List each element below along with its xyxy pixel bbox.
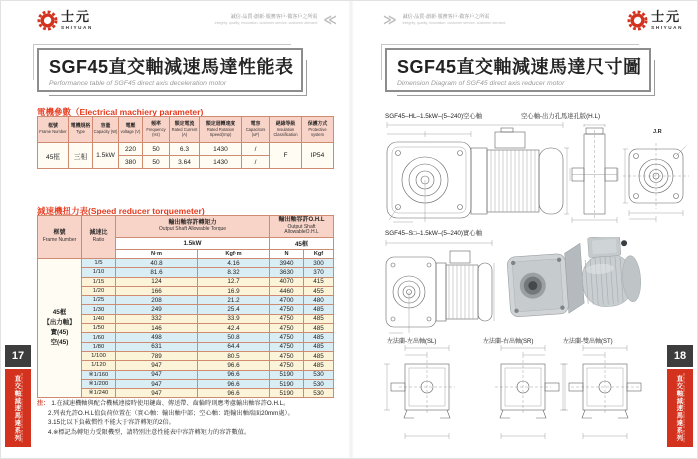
torque-cell-kgf: 485 bbox=[304, 351, 334, 360]
torque-cell-kgf: 480 bbox=[304, 296, 334, 305]
col-frame: 框號 Frame Number bbox=[38, 117, 69, 143]
torque-cell-nm: 498 bbox=[116, 333, 198, 342]
torque-frame-cell: 45框 【出力軸】 實(45) 空(45) bbox=[38, 259, 82, 398]
torque-cell-nm: 208 bbox=[116, 296, 198, 305]
cell-speed: 1430 bbox=[200, 156, 242, 169]
torque-cell-ratio: 1/100 bbox=[82, 351, 116, 360]
torque-cell-nm: 249 bbox=[116, 305, 198, 314]
table-row bbox=[38, 286, 334, 295]
brand-name: 士元 bbox=[61, 9, 92, 24]
left-page-title-box bbox=[37, 48, 303, 92]
torque-cell-nm: 124 bbox=[116, 277, 198, 286]
torque-cell-ratio: ※1/200 bbox=[82, 379, 116, 388]
torque-cell-ratio: ※1/240 bbox=[82, 389, 116, 398]
torque-cell-nm: 947 bbox=[116, 370, 198, 379]
torque-cell-kgf: 485 bbox=[304, 324, 334, 333]
torque-table bbox=[37, 215, 334, 398]
torque-cell-kgfm: 96.6 bbox=[198, 379, 270, 388]
torque-cell-kgf: 530 bbox=[304, 379, 334, 388]
col-ratio: 減速比 Ratio bbox=[82, 216, 116, 259]
torque-cell-ratio: 1/40 bbox=[82, 314, 116, 323]
torque-cell-kgf: 455 bbox=[304, 286, 334, 295]
torque-cell-n: 4700 bbox=[270, 296, 304, 305]
torque-cell-nm: 146 bbox=[116, 324, 198, 333]
note-line-1: 1.在減速機軸與配合機械連接時使用鏈齒、傳送帶、齒輪時則應考慮輸出軸容許O.H.L。 bbox=[51, 400, 290, 407]
torque-cell-kgf: 300 bbox=[304, 259, 334, 268]
torque-cell-kgf: 530 bbox=[304, 370, 334, 379]
cell-capacitor: / bbox=[242, 143, 270, 156]
torque-cell-kgf: 485 bbox=[304, 361, 334, 370]
cell-current: 3.64 bbox=[170, 156, 200, 169]
right-page-header bbox=[383, 10, 683, 31]
cell-current: 6.3 bbox=[170, 143, 200, 156]
col-allowable-torque: 輸出軸容許轉矩力 Output Shaft Allowable Torque bbox=[116, 216, 270, 238]
table-row bbox=[38, 389, 334, 398]
torque-cell-ratio: 1/30 bbox=[82, 305, 116, 314]
col-insulation: 絕緣等級 Insulation Classification bbox=[270, 117, 302, 143]
right-page-title-box bbox=[385, 48, 651, 92]
torque-cell-ratio: 1/5 bbox=[82, 259, 116, 268]
unit-nm: N·m bbox=[116, 250, 198, 259]
brand-name-en: SHIYUAN bbox=[61, 25, 93, 31]
subcol-power: 1.5kW bbox=[116, 238, 270, 250]
flange-sr-label: 左法蘭-右出軸(SR) bbox=[483, 339, 534, 345]
unit-kgf: Kgf bbox=[304, 250, 334, 259]
cell-frequency: 50 bbox=[143, 143, 170, 156]
torque-cell-nm: 81.6 bbox=[116, 268, 198, 277]
torque-cell-ratio: 1/10 bbox=[82, 268, 116, 277]
cell-frequency: 50 bbox=[143, 156, 170, 169]
torque-cell-kgf: 370 bbox=[304, 268, 334, 277]
hollow-shaft-model-label: SGF45–HL–1.5kW–(5–240)空心軸 bbox=[385, 113, 482, 120]
side-tab-left bbox=[5, 369, 31, 447]
torque-cell-kgfm: 42.4 bbox=[198, 324, 270, 333]
col-capacity: 容量 Capacity (W) bbox=[93, 117, 119, 143]
torque-cell-kgfm: 25.4 bbox=[198, 305, 270, 314]
page-title: SGF45直交軸減速馬達性能表 bbox=[49, 57, 294, 77]
torque-cell-kgf: 485 bbox=[304, 333, 334, 342]
torque-cell-kgfm: 4.16 bbox=[198, 259, 270, 268]
subcol-frame: 45框 bbox=[270, 238, 334, 250]
torque-cell-kgf: 415 bbox=[304, 277, 334, 286]
torque-cell-kgfm: 64.4 bbox=[198, 342, 270, 351]
torque-cell-ratio: 1/25 bbox=[82, 296, 116, 305]
hollow-shaft-front-drawing bbox=[383, 122, 569, 225]
table-row bbox=[38, 314, 334, 323]
col-rated-current: 額定電流 Rated Current (A) bbox=[170, 117, 200, 143]
torque-cell-n: 4750 bbox=[270, 324, 304, 333]
notes-label: 注： bbox=[37, 400, 50, 407]
torque-cell-kgfm: 8.32 bbox=[198, 268, 270, 277]
cell-capacity: 1.5kW bbox=[93, 143, 119, 169]
table-row bbox=[38, 305, 334, 314]
table-row bbox=[38, 296, 334, 305]
table-row bbox=[38, 268, 334, 277]
note-line-3: 3.15比以下負載慣性不能大于容許轉矩的2倍。 bbox=[48, 419, 175, 427]
torque-cell-ratio: 1/120 bbox=[82, 361, 116, 370]
torque-cell-n: 4460 bbox=[270, 286, 304, 295]
torque-cell-ratio: 1/80 bbox=[82, 342, 116, 351]
cell-capacitor: / bbox=[242, 156, 270, 169]
gearmotor-photo bbox=[501, 237, 651, 335]
cell-voltage: 380 bbox=[119, 156, 143, 169]
page-title: SGF45直交軸減速馬達尺寸圖 bbox=[397, 57, 642, 77]
col-allowable-ohl: 輸出軸容許O.H.L Output Shaft AllowableO.H.L bbox=[270, 216, 334, 238]
torque-cell-nm: 947 bbox=[116, 379, 198, 388]
note-line-4: 4.※標記為轉矩力受限機型，請特別注意性能表中容許轉矩力的容許數值。 bbox=[48, 428, 251, 436]
page-number-right: 18 bbox=[667, 345, 693, 367]
torque-cell-kgf: 485 bbox=[304, 314, 334, 323]
solid-shaft-model-label: SGF45–S□–1.5kW–(5–240)實心軸 bbox=[385, 230, 482, 237]
flange-st-drawing bbox=[561, 344, 649, 444]
torque-section-title: 減速機扭力表(Speed reducer torquemeter) bbox=[37, 206, 205, 216]
col-protection: 保護方式 Protective system bbox=[302, 117, 334, 143]
brand-logo bbox=[37, 10, 93, 31]
torque-cell-kgfm: 80.5 bbox=[198, 351, 270, 360]
table-row bbox=[38, 342, 334, 351]
cell-voltage: 220 bbox=[119, 143, 143, 156]
page-fold-divider bbox=[348, 1, 354, 458]
torque-cell-nm: 166 bbox=[116, 286, 198, 295]
page-subtitle: Performance table of SGF45 direct axis deceleration motor bbox=[49, 80, 227, 87]
flange-j-view-drawing bbox=[623, 137, 689, 223]
table-row bbox=[38, 143, 334, 156]
torque-cell-ratio: 1/15 bbox=[82, 277, 116, 286]
torque-cell-n: 4750 bbox=[270, 342, 304, 351]
side-tab-right bbox=[667, 369, 693, 447]
torque-cell-n: 5190 bbox=[270, 389, 304, 398]
left-page-header bbox=[37, 10, 337, 31]
torque-cell-kgfm: 21.2 bbox=[198, 296, 270, 305]
cell-type: 三相 bbox=[69, 143, 93, 169]
torque-cell-nm: 40.8 bbox=[116, 259, 198, 268]
torque-cell-n: 4750 bbox=[270, 361, 304, 370]
flange-sl-label: 左法蘭-左出軸(SL) bbox=[387, 339, 437, 345]
table-row bbox=[38, 361, 334, 370]
torque-cell-n: 5190 bbox=[270, 370, 304, 379]
cell-protection: IP54 bbox=[302, 143, 334, 169]
col-type: 電機規格 Type bbox=[69, 117, 93, 143]
side-tab-left-label-en: RIGHT ANGLE SHAFT REDUCER MOTOR bbox=[20, 373, 25, 443]
flange-sr-drawing bbox=[479, 344, 567, 444]
torque-cell-n: 4750 bbox=[270, 314, 304, 323]
cell-speed: 1430 bbox=[200, 143, 242, 156]
torque-cell-kgfm: 16.9 bbox=[198, 286, 270, 295]
torque-cell-n: 4750 bbox=[270, 333, 304, 342]
table-row bbox=[38, 351, 334, 360]
torque-cell-nm: 631 bbox=[116, 342, 198, 351]
torque-cell-kgfm: 50.8 bbox=[198, 333, 270, 342]
hollow-shaft-view-label: 空心軸-出力孔馬達孔版(H.L) bbox=[521, 113, 601, 120]
torque-cell-nm: 947 bbox=[116, 361, 198, 370]
note-line-2: 2.列表允許O.H.L值負荷位置在（實心軸：輸出軸中部；空心軸：距輸出軸端面20mm處）。 bbox=[48, 409, 294, 417]
brand-name: 士元 bbox=[651, 9, 682, 24]
table-row bbox=[38, 324, 334, 333]
electrical-table bbox=[37, 116, 334, 169]
footnotes bbox=[37, 399, 343, 437]
table-row bbox=[38, 333, 334, 342]
solid-shaft-front-drawing bbox=[383, 239, 495, 335]
table-row bbox=[38, 259, 334, 268]
torque-cell-kgfm: 96.6 bbox=[198, 389, 270, 398]
torque-cell-ratio: 1/50 bbox=[82, 324, 116, 333]
col-frame-number: 框號 Frame Number bbox=[38, 216, 82, 259]
torque-cell-nm: 789 bbox=[116, 351, 198, 360]
col-frequency: 頻率 Frequency (Hz) bbox=[143, 117, 170, 143]
page-subtitle: Dimension Diagram of SGF45 direct axis reducer motor bbox=[397, 80, 565, 87]
torque-cell-ratio: ※1/160 bbox=[82, 370, 116, 379]
double-chevron-right-icon: ≫ bbox=[383, 12, 397, 27]
double-chevron-left-icon: ≪ bbox=[323, 12, 337, 27]
torque-cell-kgf: 485 bbox=[304, 305, 334, 314]
torque-cell-n: 3630 bbox=[270, 268, 304, 277]
torque-cell-kgfm: 12.7 bbox=[198, 277, 270, 286]
torque-cell-kgfm: 33.9 bbox=[198, 314, 270, 323]
unit-n: N bbox=[270, 250, 304, 259]
torque-cell-n: 4750 bbox=[270, 351, 304, 360]
torque-cell-n: 4070 bbox=[270, 277, 304, 286]
brand-name-en: SHIYUAN bbox=[651, 25, 683, 31]
torque-cell-kgf: 530 bbox=[304, 389, 334, 398]
table-row bbox=[38, 379, 334, 388]
torque-cell-n: 5190 bbox=[270, 379, 304, 388]
side-tab-right-label-en: RIGHT ANGLE SHAFT REDUCER MOTOR bbox=[682, 373, 687, 443]
brand-tagline: 誠信·品質·創新·服務客戶·做客戶之所需 integrity, quality, innovation, customer service, customer demand bbox=[214, 14, 318, 25]
flange-st-label: 左法蘭-雙出軸(ST) bbox=[563, 339, 613, 345]
gear-icon bbox=[37, 10, 58, 31]
torque-cell-nm: 332 bbox=[116, 314, 198, 323]
side-tab-right-label: 直交軸減速馬達系列 bbox=[675, 374, 683, 442]
torque-cell-ratio: 1/60 bbox=[82, 333, 116, 342]
gear-icon bbox=[627, 10, 648, 31]
torque-cell-kgfm: 96.6 bbox=[198, 370, 270, 379]
cell-frame: 45框 bbox=[38, 143, 69, 169]
hollow-shaft-side-drawing bbox=[569, 124, 619, 226]
torque-cell-kgf: 485 bbox=[304, 342, 334, 351]
cell-insulation: F bbox=[270, 143, 302, 169]
unit-kgfm: Kgf·m bbox=[198, 250, 270, 259]
brand-tagline: 誠信·品質·創新·服務客戶·做客戶之所需 integrity, quality, innovation, customer service, customer demand bbox=[402, 14, 506, 25]
torque-cell-kgfm: 96.6 bbox=[198, 361, 270, 370]
table-row bbox=[38, 277, 334, 286]
col-voltage: 電壓 voltage (V) bbox=[119, 117, 143, 143]
flange-sl-drawing bbox=[383, 344, 471, 444]
col-rotation-speed: 額定迴轉速度 Rated Rotation Speed(rmp) bbox=[200, 117, 242, 143]
electrical-header-row bbox=[38, 117, 334, 143]
j-view-label: J.R bbox=[653, 129, 662, 135]
page-number-left: 17 bbox=[5, 345, 31, 367]
torque-cell-ratio: 1/20 bbox=[82, 286, 116, 295]
brand-logo bbox=[627, 10, 683, 31]
col-capacitors: 電容 Capacitors (uF) bbox=[242, 117, 270, 143]
side-tab-left-label: 直交軸減速馬達系列 bbox=[13, 374, 21, 442]
torque-header-row bbox=[38, 216, 334, 238]
electrical-section-title: 電機參數（Electrical machiery parameter) bbox=[37, 107, 204, 117]
torque-cell-n: 3940 bbox=[270, 259, 304, 268]
torque-table-body bbox=[38, 259, 334, 398]
table-row bbox=[38, 370, 334, 379]
torque-cell-nm: 947 bbox=[116, 389, 198, 398]
torque-cell-n: 4750 bbox=[270, 305, 304, 314]
